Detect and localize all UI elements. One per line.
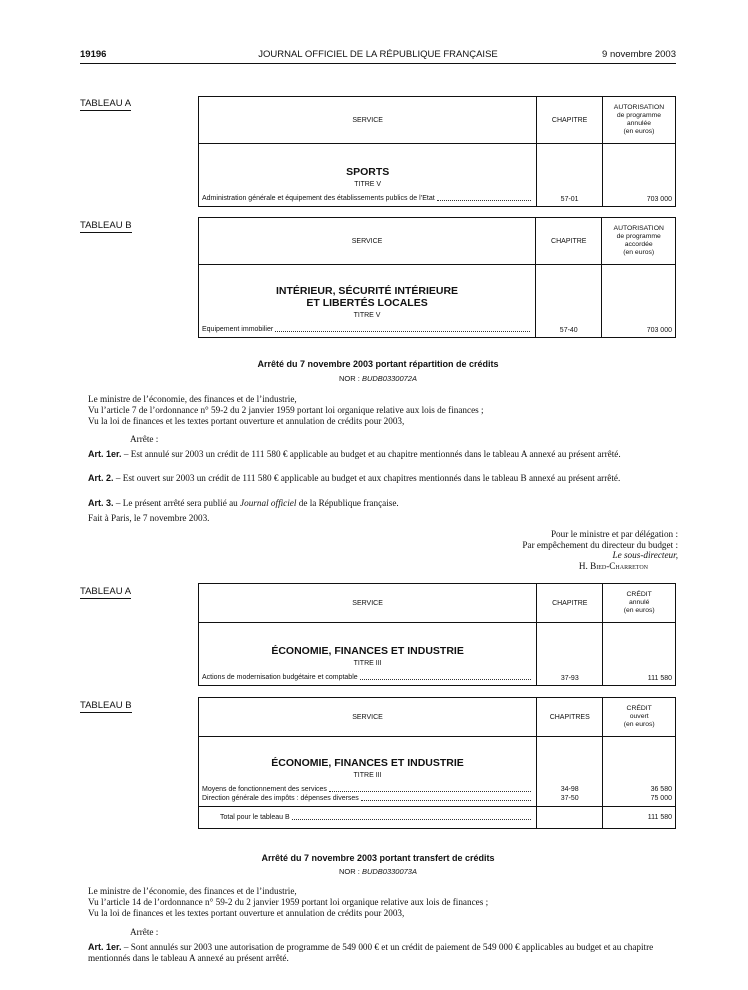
arrete-word: Arrête :: [130, 927, 159, 937]
intro-line: Vu la loi de finances et les textes portant ouverture et annulation de crédits pour 2003,: [88, 908, 405, 918]
intro-line: Vu l’article 7 de l’ordonnance n° 59-2 du 2 janvier 1959 portant loi organique relative aux lois de finances ;: [88, 405, 484, 415]
page-number: 19196: [80, 49, 107, 60]
chapitre-cell: 57-01: [537, 144, 603, 207]
intro-line: Vu l’article 14 de l’ordonnance n° 59-2 du 2 janvier 1959 portant loi organique relative aux lois de finances ;: [88, 897, 489, 907]
intro-line: Vu la loi de finances et les textes portant ouverture et annulation de crédits pour 2003,: [88, 416, 405, 426]
chapitre-cell: 34-98 37-50: [537, 737, 603, 807]
article-2: Art. 2. – Est ouvert sur 2003 un crédit de 111 580 € applicable au budget et aux chapitres mentionnés dans le tableau B annexé au présent arrêté.: [88, 473, 621, 483]
amount-cell: 111 580: [603, 623, 676, 686]
table-label: TABLEAU A: [80, 586, 132, 597]
service-cell: [199, 265, 536, 338]
amount-cell: 703 000: [602, 265, 676, 338]
table-row: Equipement immobilier: [202, 325, 532, 334]
total-amount: 111 580: [603, 807, 676, 829]
total-cell: [199, 807, 537, 829]
table-row: Administration générale et équipement des établissements publics de l’Etat: [202, 194, 533, 203]
col-amount: CRÉDIT ouvert (en euros): [603, 698, 676, 737]
col-chapitre: CHAPITRES: [537, 698, 603, 737]
intro-line: Le ministre de l’économie, des finances et de l’industrie,: [88, 394, 297, 404]
col-chapitre: CHAPITRE: [537, 584, 603, 623]
service-cell: [199, 144, 537, 207]
col-service: SERVICE: [199, 97, 537, 144]
nor-reference: NOR : BUDB0330073A: [339, 867, 417, 876]
table-a-economie: [198, 583, 676, 686]
titre-label: TITRE V: [353, 312, 381, 319]
table-label: TABLEAU B: [80, 700, 132, 711]
fait-a: Fait à Paris, le 7 novembre 2003.: [88, 513, 210, 523]
col-service: SERVICE: [199, 584, 537, 623]
table-row: Direction générale des impôts : dépenses diverses: [202, 794, 533, 803]
section-title: SPORTS: [346, 166, 390, 178]
amount-cell: 36 580 75 000: [603, 737, 676, 807]
nor-reference: NOR : BUDB0330072A: [339, 374, 417, 383]
arrete-title: Arrêté du 7 novembre 2003 portant répartition de crédits: [257, 359, 499, 369]
total-chapitre-cell: [537, 807, 603, 829]
col-amount: CRÉDIT annulé (en euros): [603, 584, 676, 623]
arrete-word: Arrête :: [130, 434, 159, 444]
service-cell: [199, 737, 537, 807]
table-b-interieur: [198, 217, 676, 338]
titre-label: TITRE III: [353, 772, 382, 779]
titre-label: TITRE III: [353, 660, 382, 667]
chapitre-cell: 57-40: [536, 265, 602, 338]
total-row: Total pour le tableau B: [202, 813, 533, 822]
table-b-economie: [198, 697, 676, 829]
col-chapitre: CHAPITRE: [537, 97, 603, 144]
arrete-title: Arrêté du 7 novembre 2003 portant transfert de crédits: [261, 853, 495, 863]
signature-block: Pour le ministre et par délégation : Par empêchement du directeur du budget : Le sous-directeur, H. Bied-Charreton: [522, 529, 678, 571]
col-service: SERVICE: [199, 218, 536, 265]
chapitre-cell: 37-93: [537, 623, 603, 686]
header-rule: [80, 63, 676, 64]
col-amount: AUTORISATION de programme accordée (en euros): [602, 218, 676, 265]
intro-line: Le ministre de l’économie, des finances et de l’industrie,: [88, 886, 297, 896]
journal-title: JOURNAL OFFICIEL DE LA RÉPUBLIQUE FRANÇAISE: [258, 49, 498, 60]
issue-date: 9 novembre 2003: [602, 49, 676, 60]
table-label: TABLEAU A: [80, 98, 132, 109]
table-row: Actions de modernisation budgétaire et comptable: [202, 673, 533, 682]
section-title: ÉCONOMIE, FINANCES ET INDUSTRIE: [271, 757, 464, 769]
service-cell: [199, 623, 537, 686]
section-title: ÉCONOMIE, FINANCES ET INDUSTRIE: [271, 645, 464, 657]
col-service: SERVICE: [199, 698, 537, 737]
section-title: INTÉRIEUR, SÉCURITÉ INTÉRIEURE ET LIBERTÉS LOCALES: [276, 285, 459, 309]
article-1: Art. 1er. – Est annulé sur 2003 un crédit de 111 580 € applicable au budget et au chapitre mentionnés dans le tableau A annexé au présent arrêté.: [88, 449, 621, 459]
table-row: Moyens de fonctionnement des services: [202, 785, 533, 794]
article-3: Art. 3. – Le présent arrêté sera publié au Journal officiel de la République française.: [88, 498, 399, 508]
col-chapitre: CHAPITRE: [536, 218, 602, 265]
col-amount: AUTORISATION de programme annulée (en euros): [602, 97, 675, 144]
table-a-sports: [198, 96, 676, 207]
amount-cell: 703 000: [602, 144, 675, 207]
titre-label: TITRE V: [354, 181, 382, 188]
table-label: TABLEAU B: [80, 220, 132, 231]
article-1: Art. 1er. – Sont annulés sur 2003 une autorisation de programme de 549 000 € et un crédit de paiement de 549 000 € applicables au budget et au chapitre mentionnés dans le tableau A annexé au présent arrêté.: [88, 942, 654, 963]
